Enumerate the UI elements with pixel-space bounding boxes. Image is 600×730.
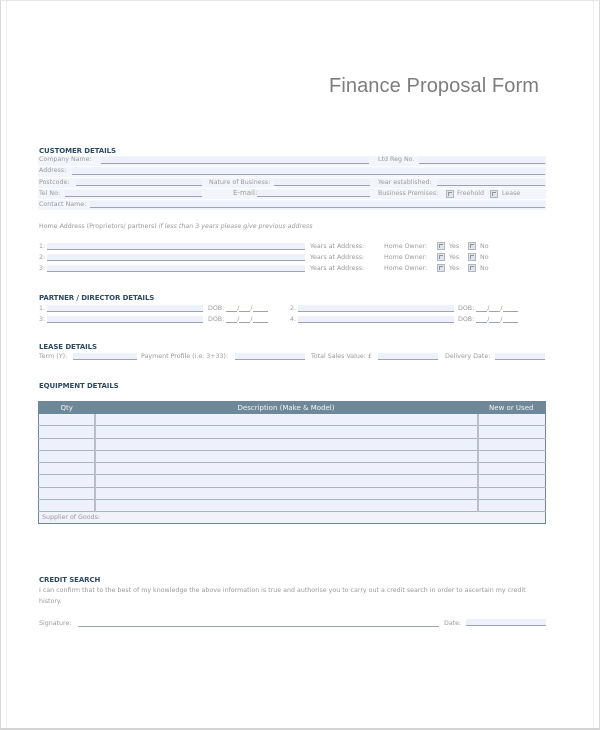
company-name-label: Company Name: [39, 156, 92, 163]
address-field[interactable] [72, 168, 545, 175]
no-label: No [480, 265, 489, 272]
credit-search-statement: I can confirm that to the best of my knowledge the above information is true and authorise you to carry out a credit search in order to ascertain my credit history. [39, 587, 526, 605]
partner-4-dob[interactable]: DOB: / / [458, 316, 518, 323]
nature-of-business-label: Nature of Business: [209, 179, 271, 186]
description-cell[interactable] [95, 438, 478, 450]
ltd-reg-no-field[interactable] [419, 157, 545, 164]
partner-1-dob[interactable]: DOB: / / [208, 305, 268, 312]
partner-2-number: 2. [290, 305, 297, 312]
description-cell[interactable] [95, 450, 478, 462]
partner-3-number: 3. [39, 316, 46, 323]
home-owner-2-yes-checkbox[interactable] [437, 253, 445, 261]
section-lease-details: LEASE DETAILS [39, 343, 97, 351]
page-margin-rule [6, 1, 7, 728]
address-2-number: 2: [39, 254, 46, 261]
qty-cell[interactable] [39, 463, 95, 475]
new-or-used-cell[interactable] [478, 500, 546, 512]
email-field[interactable] [257, 190, 370, 197]
home-owner-3-label: Home Owner: [384, 265, 428, 272]
qty-cell[interactable] [39, 414, 95, 426]
no-label: No [480, 254, 489, 261]
email-label: E-mail: [233, 189, 258, 197]
yes-label: Yes [449, 243, 460, 250]
date-field[interactable] [466, 619, 546, 626]
new-or-used-cell[interactable] [478, 438, 546, 450]
column-qty: Qty [39, 402, 95, 414]
equipment-table [38, 401, 546, 524]
new-or-used-cell[interactable] [478, 475, 546, 487]
description-cell[interactable] [95, 463, 478, 475]
postcode-field[interactable] [76, 179, 202, 186]
table-row [39, 463, 546, 475]
address-1-number: 1: [39, 243, 46, 250]
total-sales-value-field[interactable] [378, 353, 438, 360]
page-margin-rule [593, 1, 594, 728]
address-1-field[interactable] [47, 243, 305, 250]
term-field[interactable] [73, 353, 137, 360]
table-row [39, 438, 546, 450]
signature-field[interactable] [78, 620, 439, 627]
partner-4-number: 4. [290, 316, 297, 323]
supplier-of-goods-field[interactable]: Supplier of Goods: [39, 512, 546, 524]
total-sales-value-label: Total Sales Value: £ [311, 353, 372, 360]
partner-4-name-field[interactable] [298, 316, 454, 323]
delivery-date-label: Delivery Date: [445, 353, 491, 360]
new-or-used-cell[interactable] [478, 450, 546, 462]
partner-2-name-field[interactable] [298, 305, 454, 312]
delivery-date-field[interactable] [495, 353, 545, 360]
table-row [39, 475, 546, 487]
partner-3-dob[interactable]: DOB: / / [208, 316, 268, 323]
lease-checkbox[interactable] [490, 190, 498, 198]
section-equipment-details: EQUIPMENT DETAILS [39, 382, 119, 390]
tel-no-field[interactable] [65, 190, 202, 197]
description-cell[interactable] [95, 487, 478, 499]
contact-name-field[interactable] [90, 201, 545, 208]
partner-1-name-field[interactable] [47, 305, 203, 312]
address-3-field[interactable] [47, 265, 305, 272]
yes-label: Yes [449, 254, 460, 261]
description-cell[interactable] [95, 426, 478, 438]
section-customer-details: CUSTOMER DETAILS [39, 147, 116, 155]
section-credit-search: CREDIT SEARCH [39, 576, 101, 584]
new-or-used-cell[interactable] [478, 426, 546, 438]
qty-cell[interactable] [39, 475, 95, 487]
home-owner-1-no-checkbox[interactable] [468, 242, 476, 250]
description-cell[interactable] [95, 414, 478, 426]
qty-cell[interactable] [39, 426, 95, 438]
payment-profile-field[interactable] [235, 353, 305, 360]
new-or-used-cell[interactable] [478, 487, 546, 499]
supplier-row [39, 512, 546, 524]
year-established-field[interactable] [437, 179, 545, 186]
business-premises-label: Business Premises: [378, 190, 439, 197]
equipment-table-header [39, 402, 546, 414]
table-row [39, 487, 546, 499]
yes-label: Yes [449, 265, 460, 272]
qty-cell[interactable] [39, 500, 95, 512]
home-owner-3-yes-checkbox[interactable] [437, 264, 445, 272]
freehold-checkbox[interactable] [446, 190, 454, 198]
company-name-field[interactable] [101, 157, 369, 164]
no-label: No [480, 243, 489, 250]
table-row [39, 450, 546, 462]
freehold-label: Freehold [457, 190, 484, 197]
home-address-note: Home Address (Proprietors/ partners) if less than 3 years please give previous address [39, 223, 313, 230]
years-at-address-1-label: Years at Address: [310, 243, 365, 250]
table-row [39, 414, 546, 426]
address-2-field[interactable] [47, 254, 305, 261]
partner-2-dob[interactable]: DOB: / / [458, 305, 518, 312]
home-owner-1-yes-checkbox[interactable] [437, 242, 445, 250]
nature-of-business-field[interactable] [274, 179, 370, 186]
qty-cell[interactable] [39, 450, 95, 462]
contact-name-label: Contact Name: [39, 201, 87, 208]
home-owner-2-no-checkbox[interactable] [468, 253, 476, 261]
new-or-used-cell[interactable] [478, 414, 546, 426]
address-label: Address: [39, 167, 67, 174]
home-owner-3-no-checkbox[interactable] [468, 264, 476, 272]
date-label: Date: [444, 620, 462, 627]
new-or-used-cell[interactable] [478, 463, 546, 475]
column-description: Description (Make & Model) [95, 402, 478, 414]
description-cell[interactable] [95, 475, 478, 487]
home-owner-1-label: Home Owner: [384, 243, 428, 250]
partner-1-number: 1. [39, 305, 46, 312]
table-row [39, 426, 546, 438]
address-3-number: 3: [39, 265, 46, 272]
term-label: Term (Y): [39, 353, 68, 360]
postcode-label: Postcode: [39, 179, 70, 186]
qty-cell[interactable] [39, 487, 95, 499]
description-cell[interactable] [95, 500, 478, 512]
signature-label: Signature: [39, 620, 72, 627]
years-at-address-3-label: Years at Address: [310, 265, 365, 272]
form-title: Finance Proposal Form [329, 75, 539, 97]
home-owner-2-label: Home Owner: [384, 254, 428, 261]
qty-cell[interactable] [39, 438, 95, 450]
year-established-label: Year established: [378, 179, 432, 186]
column-new-or-used: New or Used [478, 402, 546, 414]
section-partner-director-details: PARTNER / DIRECTOR DETAILS [39, 294, 155, 302]
years-at-address-2-label: Years at Address: [310, 254, 365, 261]
tel-no-label: Tel No: [39, 190, 61, 197]
table-row [39, 500, 546, 512]
ltd-reg-no-label: Ltd Reg No. [378, 156, 415, 163]
partner-3-name-field[interactable] [47, 316, 203, 323]
lease-label: Lease [502, 190, 521, 197]
payment-profile-label: Payment Profile (i.e. 3+33): [141, 353, 229, 360]
